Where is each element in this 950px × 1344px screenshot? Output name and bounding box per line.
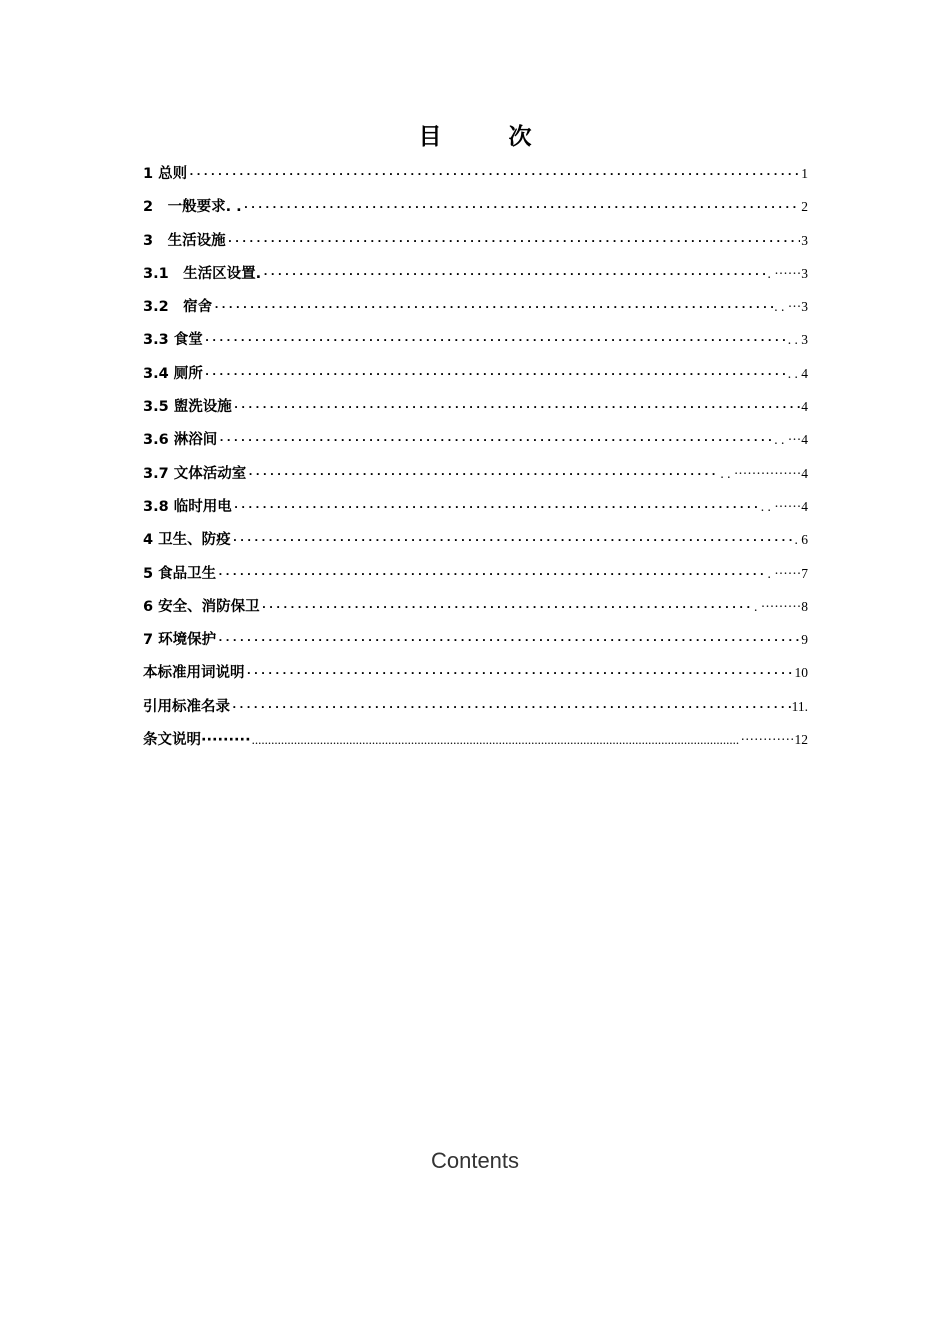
- toc-dot-leader: [227, 230, 801, 254]
- toc-entry-page: 1: [801, 166, 808, 181]
- toc-dot-leader: [188, 163, 800, 187]
- toc-entry-page: . . ···············4: [720, 465, 808, 481]
- toc-entry-label: 3.7 文体活动室: [143, 465, 247, 482]
- toc-entry[interactable]: [143, 395, 808, 428]
- toc-entry-label: 3.6 淋浴间: [143, 432, 218, 449]
- toc-entry-label: 本标准用词说明: [143, 665, 245, 682]
- toc-entry-label: 6 安全、消防保卫: [143, 598, 260, 615]
- toc-entry-page: 4: [801, 399, 808, 415]
- toc-entry[interactable]: [143, 695, 808, 728]
- contents-heading: Contents: [430, 1148, 520, 1173]
- toc-entry-page: . ······7: [767, 565, 808, 581]
- toc-entry-label: 7 环境保护: [143, 632, 217, 649]
- toc-entry-label: 引用标准名录: [143, 698, 230, 715]
- toc-entry-label: 3.2 宿舍: [143, 299, 213, 316]
- toc-dot-leader: [204, 329, 787, 353]
- toc-entry-label: 3 生活设施: [143, 232, 226, 249]
- toc-dot-leader: [233, 496, 760, 520]
- toc-entry-page: 3: [801, 232, 808, 248]
- toc-entry[interactable]: [143, 362, 808, 395]
- toc-entry-page: . . ···3: [774, 299, 808, 315]
- toc-dot-leader: [213, 296, 773, 320]
- toc-entry-page: 9: [801, 632, 808, 648]
- toc-entry[interactable]: [143, 595, 808, 628]
- toc-dot-leader: [247, 463, 719, 487]
- toc-dot-leader: [252, 728, 740, 753]
- toc-entry-label: 3.1 生活区设置.: [143, 265, 262, 282]
- toc-entry[interactable]: [143, 661, 808, 694]
- toc-entry[interactable]: [143, 328, 808, 361]
- toc-dot-leader: [217, 563, 766, 587]
- toc-dot-leader: [243, 196, 801, 220]
- toc-entry[interactable]: [143, 528, 808, 561]
- toc-entry-label: 5 食品卫生: [143, 565, 217, 582]
- toc-dot-leader: [233, 396, 801, 420]
- toc-dot-leader: [204, 363, 787, 387]
- toc-entry[interactable]: [143, 162, 808, 195]
- toc-entry-label: 1 总则: [143, 166, 188, 182]
- toc-entry-label: 3.8 临时用电: [143, 498, 232, 515]
- toc-entry[interactable]: [143, 295, 808, 328]
- toc-entry[interactable]: [143, 562, 808, 595]
- toc-entry[interactable]: [143, 428, 808, 461]
- toc-title: 目 次: [418, 124, 554, 150]
- toc-entry-label: 3.3 食堂: [143, 332, 203, 349]
- toc-entry[interactable]: [143, 462, 808, 495]
- toc-entry-page: 2: [801, 199, 808, 215]
- toc-dot-leader: [218, 429, 773, 453]
- toc-entry-label: 条文说明·········: [143, 732, 251, 749]
- toc-entry[interactable]: [143, 195, 808, 228]
- toc-entry-page: . . 4: [787, 365, 808, 381]
- toc-dot-leader: [217, 629, 800, 653]
- toc-entry[interactable]: [143, 262, 808, 295]
- toc-entry-label: 3.5 盥洗设施: [143, 399, 232, 416]
- toc-entry-page: . . 3: [787, 332, 808, 348]
- toc-entry-page: . . ···4: [774, 432, 808, 448]
- toc-entry[interactable]: [143, 728, 808, 761]
- toc-entry-page: . 6: [794, 532, 808, 548]
- toc-entry[interactable]: [143, 229, 808, 262]
- toc-entry-label: 4 卫生、防疫: [143, 532, 231, 549]
- toc-entry-label: 2 一般要求. .: [143, 199, 242, 216]
- toc-entry-page: . ······3: [767, 265, 808, 281]
- toc-entry[interactable]: [143, 495, 808, 528]
- toc-dot-leader: [262, 263, 766, 287]
- toc-dot-leader: [232, 529, 794, 553]
- toc-entry-label: 3.4 厕所: [143, 365, 203, 382]
- toc-entry-page: . . ······4: [760, 498, 808, 514]
- toc-entry[interactable]: [143, 628, 808, 661]
- toc-entry-page: ············12: [740, 732, 808, 748]
- toc-dot-leader: [231, 696, 791, 720]
- toc-list: [143, 162, 808, 761]
- toc-dot-leader: [246, 662, 794, 686]
- toc-entry-page: . ·········8: [754, 598, 808, 614]
- toc-entry-page: 10: [794, 665, 808, 681]
- toc-dot-leader: [261, 596, 753, 620]
- toc-entry-page: 11.: [791, 698, 808, 714]
